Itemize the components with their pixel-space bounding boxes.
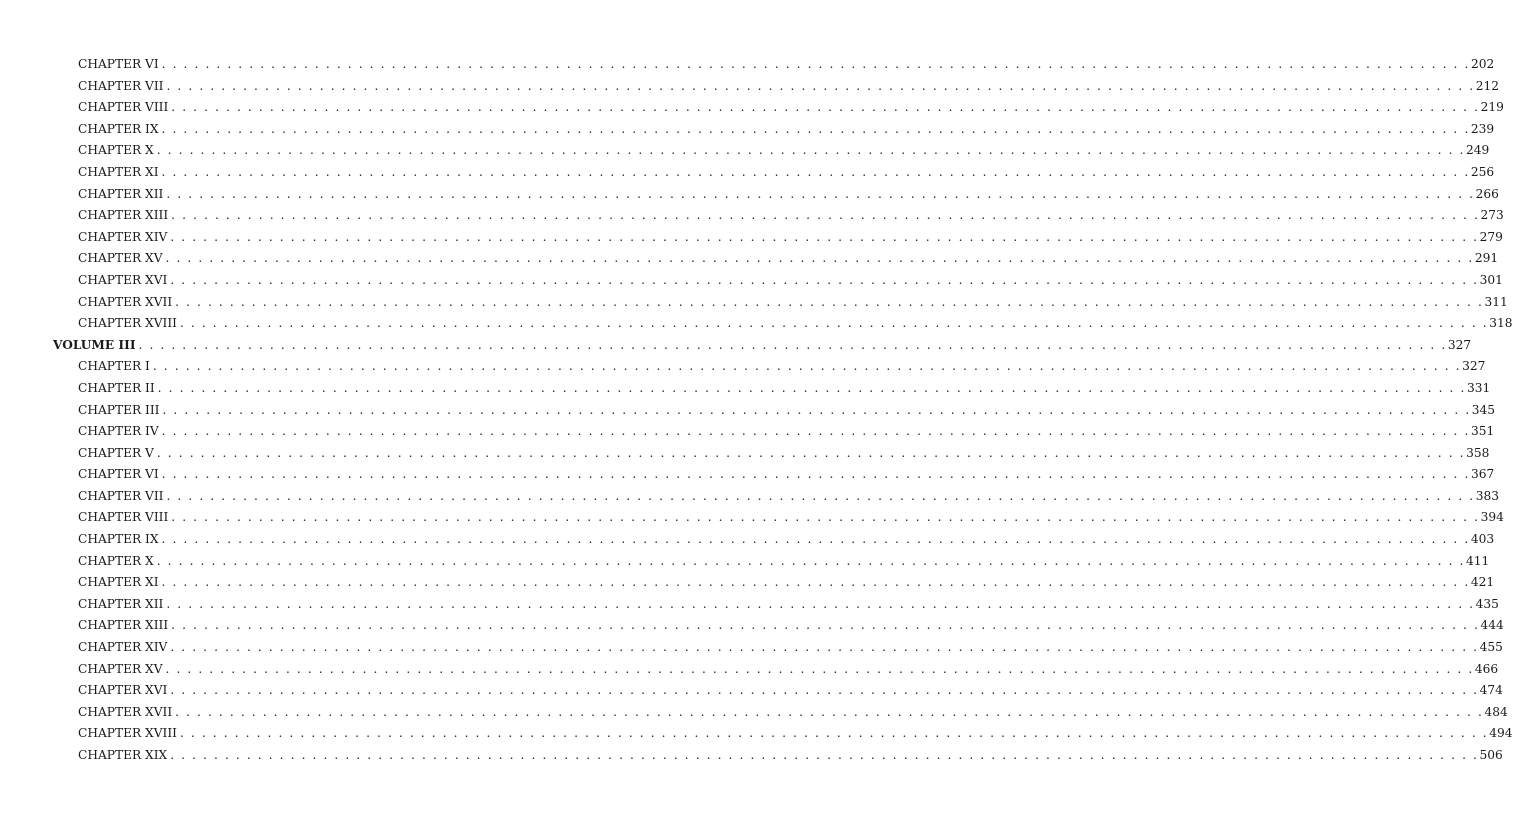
table-of-contents (0, 54, 1513, 767)
toc-chapter-entry[interactable] (0, 356, 1486, 378)
toc-entry-page-number: 383 (1475, 488, 1500, 503)
toc-entry-title: CHAPTER XII (78, 186, 164, 201)
toc-entry-page-number: 219 (1480, 100, 1504, 115)
toc-entry-title: CHAPTER XII (78, 596, 164, 611)
toc-chapter-entry[interactable] (0, 723, 1513, 745)
toc-chapter-entry[interactable] (0, 486, 1500, 508)
toc-entry-title: VOLUME III (53, 337, 136, 352)
dot-leader: . . . . . . . . . . . . . . . . . . . . . . . . . . . . . . . . . . . . . . . . . . . . . . . . . . . . . . . . . . . . . . . . . . . . . . . . . . . . . . . . . . . . . . . . . . . . . . . . . . . . . . . . . . . . . . . . . . . . . . . . (171, 618, 1480, 633)
toc-entry-page-number: 273 (1480, 208, 1504, 223)
toc-entry-title: CHAPTER X (78, 143, 154, 158)
dot-leader: . . . . . . . . . . . . . . . . . . . . . . . . . . . . . . . . . . . . . . . . . . . . . . . . . . . . . . . . . . . . . . . . . . . . . . . . . . . . . . . . . . . . . . . . . . . . . . . . . . . . . . . . . . . . . . . . . . . . . . . . (156, 445, 1466, 460)
toc-entry-page-number: 249 (1466, 143, 1490, 158)
toc-chapter-entry[interactable] (0, 551, 1490, 573)
toc-entry-title: CHAPTER XIV (78, 640, 168, 655)
toc-entry-page-number: 318 (1489, 316, 1513, 331)
toc-entry-title: CHAPTER V (78, 445, 154, 460)
dot-leader: . . . . . . . . . . . . . . . . . . . . . . . . . . . . . . . . . . . . . . . . . . . . . . . . . . . . . . . . . . . . . . . . . . . . . . . . . . . . . . . . . . . . . . . . . . . . . . . . . . . . . . . . . . . . . . . . . . . . . . . . (175, 704, 1484, 719)
toc-entry-page-number: 506 (1479, 748, 1503, 762)
toc-entry-page-number: 301 (1479, 272, 1503, 287)
dot-leader: . . . . . . . . . . . . . . . . . . . . . . . . . . . . . . . . . . . . . . . . . . . . . . . . . . . . . . . . . . . . . . . . . . . . . . . . . . . . . . . . . . . . . . . . . . . . . . . . . . . . . . . . . . . . . . . . . . . . . . . . (171, 100, 1480, 115)
dot-leader: . . . . . . . . . . . . . . . . . . . . . . . . . . . . . . . . . . . . . . . . . . . . . . . . . . . . . . . . . . . . . . . . . . . . . . . . . . . . . . . . . . . . . . . . . . . . . . . . . . . . . . . . . . . . . . . . . . . . . . . . (165, 251, 1474, 266)
toc-chapter-entry[interactable] (0, 313, 1513, 335)
dot-leader: . . . . . . . . . . . . . . . . . . . . . . . . . . . . . . . . . . . . . . . . . . . . . . . . . . . . . . . . . . . . . . . . . . . . . . . . . . . . . . . . . . . . . . . . . . . . . . . . . . . . . . . . . . . . . . . . . . . . . . . . (170, 640, 1479, 655)
toc-chapter-entry[interactable] (0, 76, 1500, 98)
toc-chapter-entry[interactable] (0, 745, 1503, 767)
toc-entry-page-number: 455 (1479, 640, 1503, 655)
toc-entry-title: CHAPTER XV (78, 251, 163, 266)
toc-entry-title: CHAPTER VI (78, 57, 159, 71)
toc-chapter-entry[interactable] (0, 400, 1496, 422)
toc-entry-page-number: 466 (1474, 661, 1499, 676)
toc-entry-title: CHAPTER XVII (78, 704, 173, 719)
toc-volume-entry[interactable] (0, 335, 1472, 357)
toc-entry-page-number: 484 (1484, 704, 1508, 719)
toc-chapter-entry[interactable] (0, 572, 1495, 594)
dot-leader: . . . . . . . . . . . . . . . . . . . . . . . . . . . . . . . . . . . . . . . . . . . . . . . . . . . . . . . . . . . . . . . . . . . . . . . . . . . . . . . . . . . . . . . . . . . . . . . . . . . . . . . . . . . . . . . . . . . . . . . . (166, 78, 1475, 93)
dot-leader: . . . . . . . . . . . . . . . . . . . . . . . . . . . . . . . . . . . . . . . . . . . . . . . . . . . . . . . . . . . . . . . . . . . . . . . . . . . . . . . . . . . . . . . . . . . . . . . . . . . . . . . . . . . . . . . . . . . . . . . . (161, 164, 1470, 179)
toc-chapter-entry[interactable] (0, 659, 1499, 681)
toc-chapter-entry[interactable] (0, 270, 1503, 292)
toc-chapter-entry[interactable] (0, 637, 1503, 659)
toc-chapter-entry[interactable] (0, 227, 1503, 249)
toc-entry-title: CHAPTER VIII (78, 100, 169, 115)
dot-leader: . . . . . . . . . . . . . . . . . . . . . . . . . . . . . . . . . . . . . . . . . . . . . . . . . . . . . . . . . . . . . . . . . . . . . . . . . . . . . . . . . . . . . . . . . . . . . . . . . . . . . . . . . . . . . . . . . . . . . . . . (161, 532, 1470, 547)
toc-entry-page-number: 279 (1479, 229, 1503, 244)
toc-entry-page-number: 494 (1489, 726, 1513, 741)
toc-entry-page-number: 403 (1470, 532, 1495, 547)
dot-leader: . . . . . . . . . . . . . . . . . . . . . . . . . . . . . . . . . . . . . . . . . . . . . . . . . . . . . . . . . . . . . . . . . . . . . . . . . . . . . . . . . . . . . . . . . . . . . . . . . . . . . . . . . . . . . . . . . . . . . . . . (161, 575, 1470, 590)
toc-chapter-entry[interactable] (0, 378, 1491, 400)
toc-entry-title: CHAPTER XIX (78, 748, 168, 762)
toc-entry-page-number: 345 (1471, 402, 1496, 417)
toc-entry-page-number: 435 (1475, 596, 1499, 611)
toc-chapter-entry[interactable] (0, 292, 1508, 314)
toc-entry-page-number: 394 (1480, 510, 1504, 525)
toc-entry-page-number: 256 (1470, 164, 1495, 179)
dot-leader: . . . . . . . . . . . . . . . . . . . . . . . . . . . . . . . . . . . . . . . . . . . . . . . . . . . . . . . . . . . . . . . . . . . . . . . . . . . . . . . . . . . . . . . . . . . . . . . . . . . . . . . . . . . . . . . . . . . . . . . . (170, 748, 1479, 762)
toc-chapter-entry[interactable] (0, 162, 1495, 184)
toc-chapter-entry[interactable] (0, 97, 1504, 119)
toc-entry-title: CHAPTER XIII (78, 618, 169, 633)
toc-entry-title: CHAPTER IX (78, 532, 159, 547)
toc-chapter-entry[interactable] (0, 443, 1490, 465)
toc-chapter-entry[interactable] (0, 205, 1504, 227)
dot-leader: . . . . . . . . . . . . . . . . . . . . . . . . . . . . . . . . . . . . . . . . . . . . . . . . . . . . . . . . . . . . . . . . . . . . . . . . . . . . . . . . . . . . . . . . . . . . . . . . . . . . . . . . . . . . . . . . . . . . . . . . (161, 467, 1470, 482)
dot-leader: . . . . . . . . . . . . . . . . . . . . . . . . . . . . . . . . . . . . . . . . . . . . . . . . . . . . . . . . . . . . . . . . . . . . . . . . . . . . . . . . . . . . . . . . . . . . . . . . . . . . . . . . . . . . . . . . . . . . . . . . (166, 488, 1475, 503)
dot-leader: . . . . . . . . . . . . . . . . . . . . . . . . . . . . . . . . . . . . . . . . . . . . . . . . . . . . . . . . . . . . . . . . . . . . . . . . . . . . . . . . . . . . . . . . . . . . . . . . . . . . . . . . . . . . . . . . . . . . . . . . (179, 726, 1489, 741)
toc-entry-page-number: 266 (1475, 186, 1499, 201)
dot-leader: . . . . . . . . . . . . . . . . . . . . . . . . . . . . . . . . . . . . . . . . . . . . . . . . . . . . . . . . . . . . . . . . . . . . . . . . . . . . . . . . . . . . . . . . . . . . . . . . . . . . . . . . . . . . . . . . . . . . . . . . (156, 143, 1466, 158)
toc-entry-title: CHAPTER XIII (78, 208, 169, 223)
dot-leader: . . . . . . . . . . . . . . . . . . . . . . . . . . . . . . . . . . . . . . . . . . . . . . . . . . . . . . . . . . . . . . . . . . . . . . . . . . . . . . . . . . . . . . . . . . . . . . . . . . . . . . . . . . . . . . . . . . . . . . . . (175, 294, 1484, 309)
toc-entry-title: CHAPTER XI (78, 164, 159, 179)
dot-leader: . . . . . . . . . . . . . . . . . . . . . . . . . . . . . . . . . . . . . . . . . . . . . . . . . . . . . . . . . . . . . . . . . . . . . . . . . . . . . . . . . . . . . . . . . . . . . . . . . . . . . . . . . . . . . . . . . . . . . . . . (170, 683, 1479, 698)
toc-chapter-entry[interactable] (0, 464, 1495, 486)
toc-entry-page-number: 411 (1466, 553, 1490, 568)
toc-entry-title: CHAPTER I (78, 359, 150, 374)
toc-entry-page-number: 327 (1447, 337, 1472, 352)
toc-entry-title: CHAPTER VI (78, 467, 159, 482)
toc-chapter-entry[interactable] (0, 702, 1508, 724)
toc-entry-page-number: 358 (1466, 445, 1490, 460)
toc-chapter-entry[interactable] (0, 421, 1495, 443)
dot-leader: . . . . . . . . . . . . . . . . . . . . . . . . . . . . . . . . . . . . . . . . . . . . . . . . . . . . . . . . . . . . . . . . . . . . . . . . . . . . . . . . . . . . . . . . . . . . . . . . . . . . . . . . . . . . . . . . . . . . . . . . (161, 424, 1470, 439)
dot-leader: . . . . . . . . . . . . . . . . . . . . . . . . . . . . . . . . . . . . . . . . . . . . . . . . . . . . . . . . . . . . . . . . . . . . . . . . . . . . . . . . . . . . . . . . . . . . . . . . . . . . . . . . . . . . . . . . . . . . . . . . (171, 208, 1480, 223)
toc-entry-title: CHAPTER IV (78, 424, 159, 439)
toc-chapter-entry[interactable] (0, 248, 1499, 270)
toc-chapter-entry[interactable] (0, 680, 1503, 702)
toc-entry-title: CHAPTER XI (78, 575, 159, 590)
toc-chapter-entry[interactable] (0, 594, 1499, 616)
toc-entry-title: CHAPTER VIII (78, 510, 169, 525)
dot-leader: . . . . . . . . . . . . . . . . . . . . . . . . . . . . . . . . . . . . . . . . . . . . . . . . . . . . . . . . . . . . . . . . . . . . . . . . . . . . . . . . . . . . . . . . . . . . . . . . . . . . . . . . . . . . . . . . . . . . . . . . (162, 402, 1471, 417)
toc-entry-title: CHAPTER III (78, 402, 160, 417)
toc-entry-title: CHAPTER XIV (78, 229, 168, 244)
dot-leader: . . . . . . . . . . . . . . . . . . . . . . . . . . . . . . . . . . . . . . . . . . . . . . . . . . . . . . . . . . . . . . . . . . . . . . . . . . . . . . . . . . . . . . . . . . . . . . . . . . . . . . . . . . . . . . . . . . . . . . . . (179, 316, 1489, 331)
dot-leader: . . . . . . . . . . . . . . . . . . . . . . . . . . . . . . . . . . . . . . . . . . . . . . . . . . . . . . . . . . . . . . . . . . . . . . . . . . . . . . . . . . . . . . . . . . . . . . . . . . . . . . . . . . . . . . . . . . . . . . . . (170, 229, 1479, 244)
dot-leader: . . . . . . . . . . . . . . . . . . . . . . . . . . . . . . . . . . . . . . . . . . . . . . . . . . . . . . . . . . . . . . . . . . . . . . . . . . . . . . . . . . . . . . . . . . . . . . . . . . . . . . . . . . . . . . . . . . . . . . . . (152, 359, 1462, 374)
dot-leader: . . . . . . . . . . . . . . . . . . . . . . . . . . . . . . . . . . . . . . . . . . . . . . . . . . . . . . . . . . . . . . . . . . . . . . . . . . . . . . . . . . . . . . . . . . . . . . . . . . . . . . . . . . . . . . . . . . . . . . . . (170, 272, 1479, 287)
dot-leader: . . . . . . . . . . . . . . . . . . . . . . . . . . . . . . . . . . . . . . . . . . . . . . . . . . . . . . . . . . . . . . . . . . . . . . . . . . . . . . . . . . . . . . . . . . . . . . . . . . . . . . . . . . . . . . . . . . . . . . . . (166, 596, 1475, 611)
toc-entry-page-number: 444 (1480, 618, 1504, 633)
toc-entry-page-number: 291 (1474, 251, 1499, 266)
toc-entry-page-number: 327 (1462, 359, 1486, 374)
toc-entry-page-number: 212 (1475, 78, 1500, 93)
toc-entry-title: CHAPTER XV (78, 661, 163, 676)
toc-entry-title: CHAPTER X (78, 553, 154, 568)
toc-chapter-entry[interactable] (0, 184, 1499, 206)
toc-entry-title: CHAPTER XVIII (78, 726, 177, 741)
toc-chapter-entry[interactable] (0, 140, 1490, 162)
toc-entry-page-number: 202 (1470, 57, 1495, 71)
toc-chapter-entry[interactable] (0, 119, 1495, 141)
toc-entry-page-number: 474 (1479, 683, 1503, 698)
toc-entry-page-number: 421 (1470, 575, 1495, 590)
toc-entry-page-number: 351 (1470, 424, 1495, 439)
toc-entry-title: CHAPTER XVII (78, 294, 173, 309)
dot-leader: . . . . . . . . . . . . . . . . . . . . . . . . . . . . . . . . . . . . . . . . . . . . . . . . . . . . . . . . . . . . . . . . . . . . . . . . . . . . . . . . . . . . . . . . . . . . . . . . . . . . . . . . . . . . . . . . . . . . . . . . (156, 553, 1466, 568)
toc-chapter-entry[interactable] (0, 529, 1495, 551)
dot-leader: . . . . . . . . . . . . . . . . . . . . . . . . . . . . . . . . . . . . . . . . . . . . . . . . . . . . . . . . . . . . . . . . . . . . . . . . . . . . . . . . . . . . . . . . . . . . . . . . . . . . . . . . . . . . . . . . . . . . . . . . (161, 121, 1470, 136)
toc-entry-page-number: 367 (1470, 467, 1495, 482)
toc-entry-page-number: 311 (1484, 294, 1508, 309)
toc-entry-title: CHAPTER XVIII (78, 316, 177, 331)
toc-entry-title: CHAPTER VII (78, 78, 164, 93)
dot-leader: . . . . . . . . . . . . . . . . . . . . . . . . . . . . . . . . . . . . . . . . . . . . . . . . . . . . . . . . . . . . . . . . . . . . . . . . . . . . . . . . . . . . . . . . . . . . . . . . . . . . . . . . . . . . . . . . . . . . . . . . (161, 57, 1470, 71)
toc-entry-page-number: 331 (1466, 380, 1491, 395)
toc-chapter-entry[interactable] (0, 54, 1495, 76)
toc-entry-title: CHAPTER IX (78, 121, 159, 136)
dot-leader: . . . . . . . . . . . . . . . . . . . . . . . . . . . . . . . . . . . . . . . . . . . . . . . . . . . . . . . . . . . . . . . . . . . . . . . . . . . . . . . . . . . . . . . . . . . . . . . . . . . . . . . . . . . . . . . . . . . . . . . . (165, 661, 1474, 676)
toc-entry-title: CHAPTER XVI (78, 683, 168, 698)
toc-chapter-entry[interactable] (0, 615, 1504, 637)
toc-chapter-entry[interactable] (0, 507, 1504, 529)
toc-entry-page-number: 239 (1470, 121, 1495, 136)
dot-leader: . . . . . . . . . . . . . . . . . . . . . . . . . . . . . . . . . . . . . . . . . . . . . . . . . . . . . . . . . . . . . . . . . . . . . . . . . . . . . . . . . . . . . . . . . . . . . . . . . . . . . . . . . . . . . . . . . . . . . . . . (138, 337, 1447, 352)
toc-entry-title: CHAPTER XVI (78, 272, 168, 287)
dot-leader: . . . . . . . . . . . . . . . . . . . . . . . . . . . . . . . . . . . . . . . . . . . . . . . . . . . . . . . . . . . . . . . . . . . . . . . . . . . . . . . . . . . . . . . . . . . . . . . . . . . . . . . . . . . . . . . . . . . . . . . . (157, 380, 1466, 395)
dot-leader: . . . . . . . . . . . . . . . . . . . . . . . . . . . . . . . . . . . . . . . . . . . . . . . . . . . . . . . . . . . . . . . . . . . . . . . . . . . . . . . . . . . . . . . . . . . . . . . . . . . . . . . . . . . . . . . . . . . . . . . . (166, 186, 1475, 201)
toc-entry-title: CHAPTER II (78, 380, 155, 395)
dot-leader: . . . . . . . . . . . . . . . . . . . . . . . . . . . . . . . . . . . . . . . . . . . . . . . . . . . . . . . . . . . . . . . . . . . . . . . . . . . . . . . . . . . . . . . . . . . . . . . . . . . . . . . . . . . . . . . . . . . . . . . . (171, 510, 1480, 525)
toc-entry-title: CHAPTER VII (78, 488, 164, 503)
